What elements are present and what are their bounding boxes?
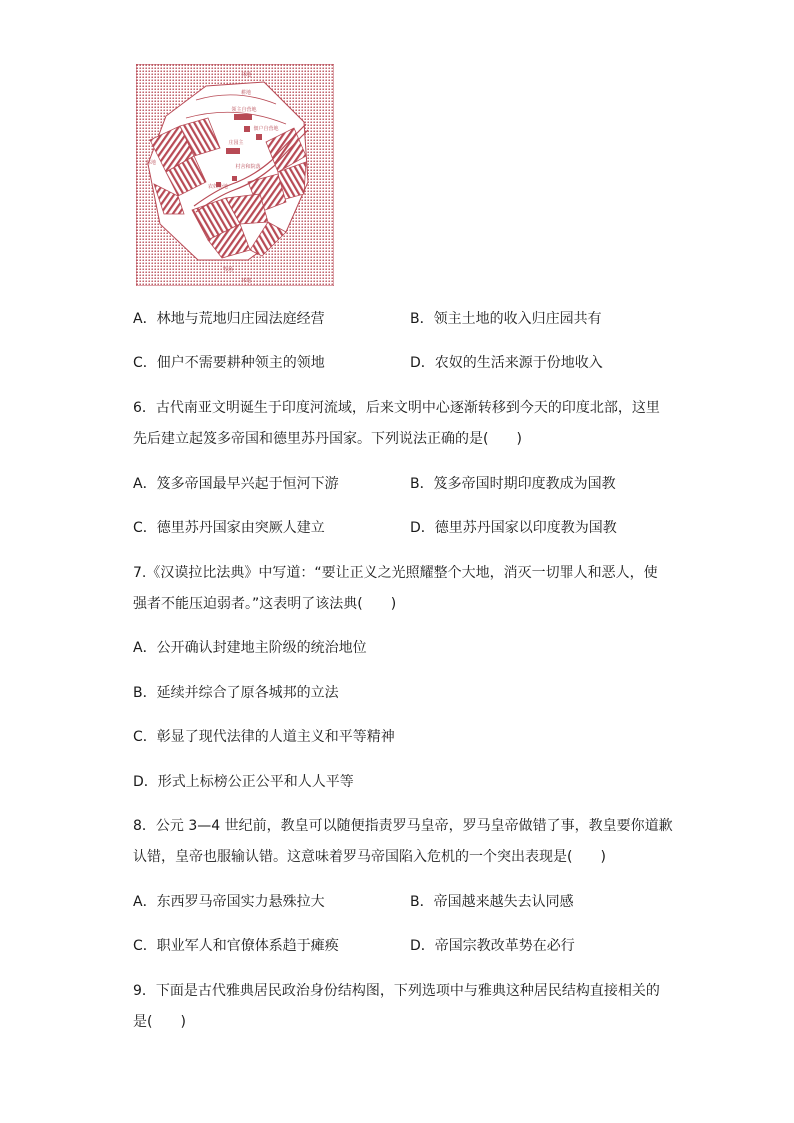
q7-stem-line1: 7.《汉谟拉比法典》中写道：“要让正义之光照耀整个大地，消灭一切罪人和恶人，使 — [133, 565, 658, 581]
q8-stem-line1: 8．公元 3—4 世纪前，教皇可以随便指责罗马皇帝，罗马皇帝做错了事，教皇要你道歉 — [133, 818, 673, 834]
label-forest-top: 林地 — [240, 72, 252, 78]
q8-option-b: B．帝国越来越失去认同感 — [410, 894, 574, 910]
q7-option-c: C．彰显了现代法律的人道主义和平等精神 — [133, 729, 395, 745]
q9-stem-line1: 9．下面是古代雅典居民政治身份结构图，下列选项中与雅典这种居民结构直接相关的 — [133, 983, 660, 999]
label-serf-land: 农奴份地 — [207, 184, 229, 190]
q7-option-d: D．形式上标榜公正公平和人人平等 — [133, 774, 354, 790]
q6-stem-line1: 6．古代南亚文明诞生于印度河流域，后来文明中心逐渐转移到今天的印度北部，这里 — [133, 400, 660, 416]
label-plowland: 耕地 — [240, 90, 252, 96]
label-manor-house: 庄园主 — [228, 140, 244, 146]
q5-option-a: A．林地与荒地归庄园法庭经营 — [133, 311, 325, 327]
q8-option-c: C．职业军人和官僚体系趋于瘫痪 — [133, 938, 339, 954]
q6-option-c: C．德里苏丹国家由突厥人建立 — [133, 520, 325, 536]
q6-stem-line2: 先后建立起笈多帝国和德里苏丹国家。下列说法正确的是( ) — [133, 431, 522, 447]
q5-option-d: D．农奴的生活来源于份地收入 — [410, 355, 603, 371]
q8-option-d: D．帝国宗教改革势在必行 — [410, 938, 575, 954]
manor-map-figure — [136, 64, 334, 286]
q7-stem-line2: 强者不能压迫弱者。”这表明了该法典( ) — [133, 596, 397, 612]
q6-option-a: A．笈多帝国最早兴起于恒河下游 — [133, 476, 339, 492]
label-forest-bottom: 林地 — [240, 278, 252, 284]
q5-option-b: B．领主土地的收入归庄园共有 — [410, 311, 602, 327]
label-pasture: 牧场 — [222, 267, 234, 273]
q6-option-b: B．笈多帝国时期印度教成为国教 — [410, 476, 616, 492]
q8-stem-line2: 认错，皇帝也服输认错。这意味着罗马帝国陷入危机的一个突出表现是( ) — [133, 849, 606, 865]
q9-stem-line2: 是( ) — [133, 1014, 186, 1030]
label-forest-left: 林地 — [146, 160, 157, 166]
q7-option-a: A．公开确认封建地主阶级的统治地位 — [133, 640, 367, 656]
q7-option-b: B．延续并综合了原各城邦的立法 — [133, 685, 339, 701]
label-village: 村舍和院落 — [235, 164, 261, 170]
q5-option-c: C．佃户不需要耕种领主的领地 — [133, 355, 325, 371]
q6-option-d: D．德里苏丹国家以印度教为国教 — [410, 520, 617, 536]
q8-option-a: A．东西罗马帝国实力悬殊拉大 — [133, 894, 325, 910]
label-tenant-land: 佃户自营地 — [253, 126, 279, 132]
label-lord-land: 领主自营地 — [231, 107, 257, 113]
